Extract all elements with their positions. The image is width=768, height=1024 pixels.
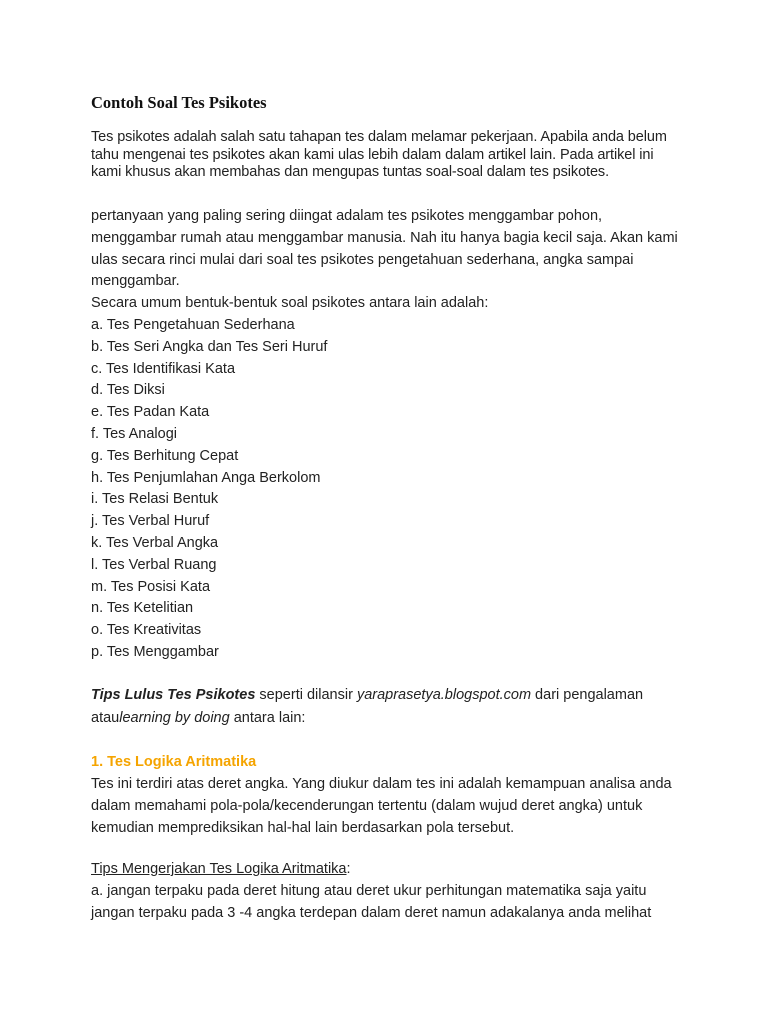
list-item: n. Tes Ketelitian <box>91 600 194 617</box>
intro-line: tahu mengenai tes psikotes akan kami ulas lebih dalam dalam artikel lain. Pada artikel ini <box>91 146 654 163</box>
intro-line: Tes psikotes adalah salah satu tahapan tes dalam melamar pekerjaan. Apabila anda belum <box>91 129 667 145</box>
label-colon: : <box>346 861 351 877</box>
tips-mengerjakan-line: a. jangan terpaku pada deret hitung atau deret ukur perhitungan matematika saja yaitu <box>91 883 647 899</box>
intro-line: kami khusus akan membahas dan mengupas tuntas soal-soal dalam tes psikotes. <box>91 164 610 180</box>
body-paragraph <box>91 206 691 664</box>
list-item: e. Tes Padan Kata <box>91 404 210 421</box>
list-item: c. Tes Identifikasi Kata <box>91 360 236 377</box>
list-item: d. Tes Diksi <box>91 382 165 399</box>
paragraph-line: pertanyaan yang paling sering diingat adalam tes psikotes menggambar pohon, <box>91 208 603 224</box>
list-item: k. Tes Verbal Angka <box>91 534 219 551</box>
tips-mengerjakan-line: jangan terpaku pada 3 -4 angka terdepan dalam deret namun adakalanya anda melihat <box>91 905 652 921</box>
paragraph-line: Secara umum bentuk-bentuk soal psikotes antara lain adalah: <box>91 295 489 312</box>
section-line: kemudian memprediksikan hal-hal lain berdasarkan pola tersebut. <box>91 820 515 836</box>
list-item: l. Tes Verbal Ruang <box>91 556 217 573</box>
tips-paragraph <box>91 684 691 729</box>
list-item: j. Tes Verbal Huruf <box>91 513 210 530</box>
list-item: f. Tes Analogi <box>91 425 177 442</box>
tips-text: atau <box>91 709 120 726</box>
list-item: a. Tes Pengetahuan Sederhana <box>91 316 295 333</box>
list-item: h. Tes Penjumlahan Anga Berkolom <box>91 469 321 486</box>
paragraph-line: menggambar rumah atau menggambar manusia. Nah itu hanya bagia kecil saja. Akan kami <box>91 229 678 246</box>
source-reference: yaraprasetya.blogspot.com <box>356 687 532 703</box>
section-heading: 1. Tes Logika Aritmatika <box>91 754 257 770</box>
tips-line-1 <box>91 684 691 707</box>
list-item: g. Tes Berhitung Cepat <box>91 447 239 464</box>
italic-phrase: learning by doing <box>119 709 230 726</box>
tips-text: dari pengalaman <box>531 687 644 703</box>
paragraph-line: ulas secara rinci mulai dari soal tes psikotes pengetahuan sederhana, angka sampai <box>91 251 634 268</box>
list-item: b. Tes Seri Angka dan Tes Seri Huruf <box>91 338 328 355</box>
intro-paragraph <box>91 129 691 182</box>
tips-line-2 <box>91 707 691 730</box>
list-item: p. Tes Menggambar <box>91 643 219 660</box>
tips-mengerjakan-label: Tips Mengerjakan Tes Logika Aritmatika <box>91 861 347 877</box>
list-item: m. Tes Posisi Kata <box>91 578 211 595</box>
test-type-list <box>91 315 691 664</box>
tips-mengerjakan <box>91 858 691 924</box>
paragraph-line: menggambar. <box>91 273 180 290</box>
list-item: o. Tes Kreativitas <box>91 622 202 639</box>
tips-lead: Tips Lulus Tes Psikotes <box>91 687 256 703</box>
tips-text: seperti dilansir <box>255 687 357 703</box>
tips-text: antara lain: <box>229 709 306 726</box>
list-item: i. Tes Relasi Bentuk <box>91 491 219 508</box>
document-title: Contoh Soal Tes Psikotes <box>91 93 267 112</box>
section-line: dalam memahami pola-pola/kecenderungan tertentu (dalam wujud deret angka) untuk <box>91 798 643 814</box>
tips-mengerjakan-label-line <box>91 858 691 880</box>
section-logika-aritmatika <box>91 751 691 839</box>
section-line: Tes ini terdiri atas deret angka. Yang diukur dalam tes ini adalah kemampuan analisa anda <box>91 776 672 792</box>
